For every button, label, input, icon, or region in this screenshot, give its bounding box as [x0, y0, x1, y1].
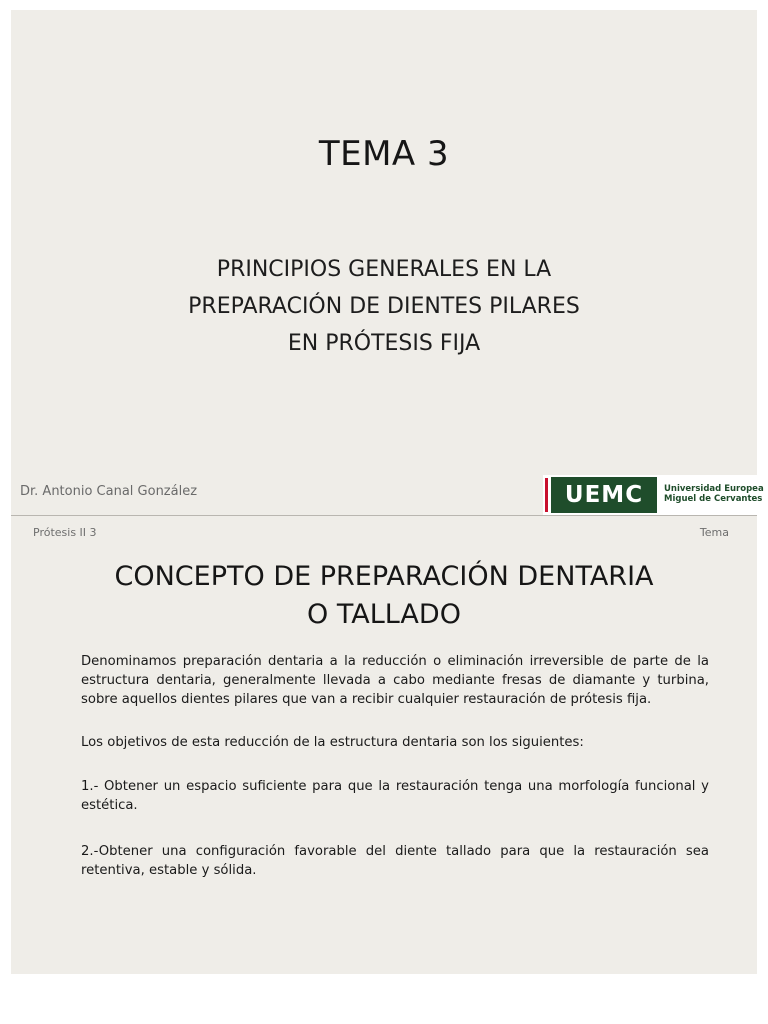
subtitle-line: PREPARACIÓN DE DIENTES PILARES: [188, 294, 580, 319]
topic-header: Tema: [699, 526, 729, 539]
paragraph-definition: Denominamos preparación dentaria a la reducción o eliminación irreversible de parte de la estructura dentaria, generalmente llevada a cabo mediante fresas de diamante y turbina, sobre aquellos dientes pilares que van a recibir cualquier restauración de prótesis fija.: [81, 654, 709, 707]
document-page: [11, 10, 764, 974]
author-name: Dr. Antonio Canal González: [20, 484, 198, 499]
slide-subtitle: [11, 251, 757, 362]
subtitle-line: PRINCIPIOS GENERALES EN LA: [216, 257, 552, 282]
university-logo: [543, 475, 764, 515]
logo-university-name: [664, 484, 764, 504]
slide-title: TEMA 3: [318, 134, 450, 174]
section-title: [11, 558, 757, 634]
logo-acronym: UEMC: [564, 482, 644, 508]
slide-divider: [11, 515, 757, 516]
paragraph-objectives-intro: Los objetivos de esta reducción de la estructura dentaria son los siguientes:: [81, 735, 584, 750]
subtitle-line: EN PRÓTESIS FIJA: [287, 331, 481, 356]
logo-accent-bar: [545, 478, 548, 512]
paragraph-objective-2: 2.-Obtener una configuración favorable del diente tallado para que la restauración sea retentiva, estable y sólida.: [81, 844, 709, 878]
paragraph-objective-1: 1.- Obtener un espacio suficiente para que la restauración tenga una morfología funcional y estética.: [81, 779, 709, 813]
course-header: Prótesis II 3: [33, 526, 97, 539]
logo-line: Miguel de Cervantes: [664, 494, 763, 504]
section-title-line: CONCEPTO DE PREPARACIÓN DENTARIA: [114, 561, 654, 592]
section-title-line: O TALLADO: [307, 599, 461, 630]
logo-line: Universidad Europea: [664, 484, 764, 494]
